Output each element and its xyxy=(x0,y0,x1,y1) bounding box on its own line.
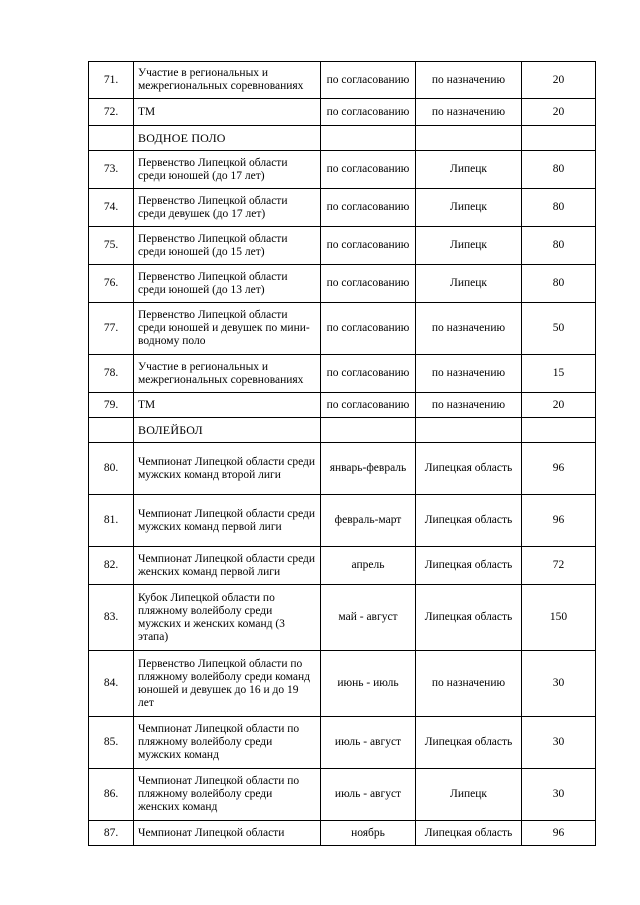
row-number: 71. xyxy=(89,62,134,99)
event-dates: ноябрь xyxy=(321,821,416,846)
event-dates: по согласованию xyxy=(321,303,416,355)
row-number: 83. xyxy=(89,585,134,651)
event-name: ТМ xyxy=(134,393,321,418)
table-row xyxy=(89,495,596,547)
event-dates: июль - август xyxy=(321,769,416,821)
event-dates: по согласованию xyxy=(321,99,416,126)
event-place: Липецк xyxy=(416,227,522,265)
event-place: по назначению xyxy=(416,393,522,418)
event-name: Первенство Липецкой области среди юношей и девушек по мини-водному поло xyxy=(134,303,321,355)
row-number: 73. xyxy=(89,151,134,189)
table-row xyxy=(89,355,596,393)
event-dates: по согласованию xyxy=(321,151,416,189)
event-name: Первенство Липецкой области среди юношей (до 17 лет) xyxy=(134,151,321,189)
row-number: 78. xyxy=(89,355,134,393)
event-name: Чемпионат Липецкой области xyxy=(134,821,321,846)
row-number: 77. xyxy=(89,303,134,355)
event-name: Первенство Липецкой области среди юношей (до 15 лет) xyxy=(134,227,321,265)
event-dates: май - август xyxy=(321,585,416,651)
participant-count: 20 xyxy=(522,99,596,126)
participant-count: 96 xyxy=(522,495,596,547)
event-place: Липецкая область xyxy=(416,443,522,495)
event-name: Чемпионат Липецкой области по пляжному волейболу среди женских команд xyxy=(134,769,321,821)
event-dates: апрель xyxy=(321,547,416,585)
section-row xyxy=(89,126,596,151)
event-place: Липецк xyxy=(416,265,522,303)
participant-count: 96 xyxy=(522,821,596,846)
participant-count: 30 xyxy=(522,717,596,769)
event-dates: по согласованию xyxy=(321,393,416,418)
event-place: по назначению xyxy=(416,651,522,717)
event-dates: июнь - июль xyxy=(321,651,416,717)
row-number: 84. xyxy=(89,651,134,717)
row-number: 81. xyxy=(89,495,134,547)
row-number: 74. xyxy=(89,189,134,227)
event-place: Липецкая область xyxy=(416,495,522,547)
event-name: Первенство Липецкой области среди девушек (до 17 лет) xyxy=(134,189,321,227)
event-dates: по согласованию xyxy=(321,355,416,393)
event-place: Липецк xyxy=(416,769,522,821)
row-number: 86. xyxy=(89,769,134,821)
event-dates: по согласованию xyxy=(321,265,416,303)
table-row xyxy=(89,585,596,651)
event-dates: по согласованию xyxy=(321,189,416,227)
table-row xyxy=(89,62,596,99)
event-dates: февраль-март xyxy=(321,495,416,547)
participant-count: 15 xyxy=(522,355,596,393)
table-row xyxy=(89,151,596,189)
section-row xyxy=(89,418,596,443)
table-row xyxy=(89,265,596,303)
table-row xyxy=(89,393,596,418)
participant-count: 72 xyxy=(522,547,596,585)
event-place: по назначению xyxy=(416,303,522,355)
section-title: ВОДНОЕ ПОЛО xyxy=(134,126,321,151)
events-table-body xyxy=(89,62,596,846)
event-place: Липецкая область xyxy=(416,717,522,769)
participant-count: 80 xyxy=(522,189,596,227)
event-place: Липецк xyxy=(416,189,522,227)
event-name: Чемпионат Липецкой области среди мужских команд первой лиги xyxy=(134,495,321,547)
table-row xyxy=(89,443,596,495)
participant-count: 96 xyxy=(522,443,596,495)
participant-count: 30 xyxy=(522,651,596,717)
event-name: Чемпионат Липецкой области среди женских команд первой лиги xyxy=(134,547,321,585)
participant-count: 50 xyxy=(522,303,596,355)
event-name: Участие в региональных и межрегиональных соревнованиях xyxy=(134,355,321,393)
row-number: 79. xyxy=(89,393,134,418)
row-number: 82. xyxy=(89,547,134,585)
event-name: Кубок Липецкой области по пляжному волейболу среди мужских и женских команд (3 этапа) xyxy=(134,585,321,651)
participant-count: 80 xyxy=(522,227,596,265)
event-place: Липецкая область xyxy=(416,821,522,846)
row-number xyxy=(89,126,134,151)
participant-count: 30 xyxy=(522,769,596,821)
table-row xyxy=(89,99,596,126)
table-row xyxy=(89,717,596,769)
empty-cell xyxy=(522,418,596,443)
section-title: ВОЛЕЙБОЛ xyxy=(134,418,321,443)
event-name: ТМ xyxy=(134,99,321,126)
empty-cell xyxy=(522,126,596,151)
participant-count: 20 xyxy=(522,62,596,99)
event-name: Чемпионат Липецкой области по пляжному волейболу среди мужских команд xyxy=(134,717,321,769)
table-row xyxy=(89,303,596,355)
participant-count: 20 xyxy=(522,393,596,418)
event-place: по назначению xyxy=(416,62,522,99)
empty-cell xyxy=(321,418,416,443)
event-dates: по согласованию xyxy=(321,227,416,265)
event-place: по назначению xyxy=(416,355,522,393)
row-number: 85. xyxy=(89,717,134,769)
table-row xyxy=(89,189,596,227)
event-dates: январь-февраль xyxy=(321,443,416,495)
table-row xyxy=(89,227,596,265)
participant-count: 150 xyxy=(522,585,596,651)
row-number: 80. xyxy=(89,443,134,495)
event-place: по назначению xyxy=(416,99,522,126)
event-name: Первенство Липецкой области по пляжному волейболу среди команд юношей и девушек до 16 и до 19 лет xyxy=(134,651,321,717)
events-table xyxy=(88,61,596,846)
event-dates: июль - август xyxy=(321,717,416,769)
participant-count: 80 xyxy=(522,265,596,303)
event-place: Липецкая область xyxy=(416,585,522,651)
row-number: 87. xyxy=(89,821,134,846)
table-row xyxy=(89,651,596,717)
event-name: Первенство Липецкой области среди юношей (до 13 лет) xyxy=(134,265,321,303)
empty-cell xyxy=(321,126,416,151)
row-number: 72. xyxy=(89,99,134,126)
event-place: Липецкая область xyxy=(416,547,522,585)
row-number: 76. xyxy=(89,265,134,303)
empty-cell xyxy=(416,126,522,151)
event-name: Участие в региональных и межрегиональных соревнованиях xyxy=(134,62,321,99)
row-number xyxy=(89,418,134,443)
event-name: Чемпионат Липецкой области среди мужских команд второй лиги xyxy=(134,443,321,495)
table-row xyxy=(89,547,596,585)
event-place: Липецк xyxy=(416,151,522,189)
empty-cell xyxy=(416,418,522,443)
table-row xyxy=(89,769,596,821)
row-number: 75. xyxy=(89,227,134,265)
participant-count: 80 xyxy=(522,151,596,189)
table-row xyxy=(89,821,596,846)
event-dates: по согласованию xyxy=(321,62,416,99)
